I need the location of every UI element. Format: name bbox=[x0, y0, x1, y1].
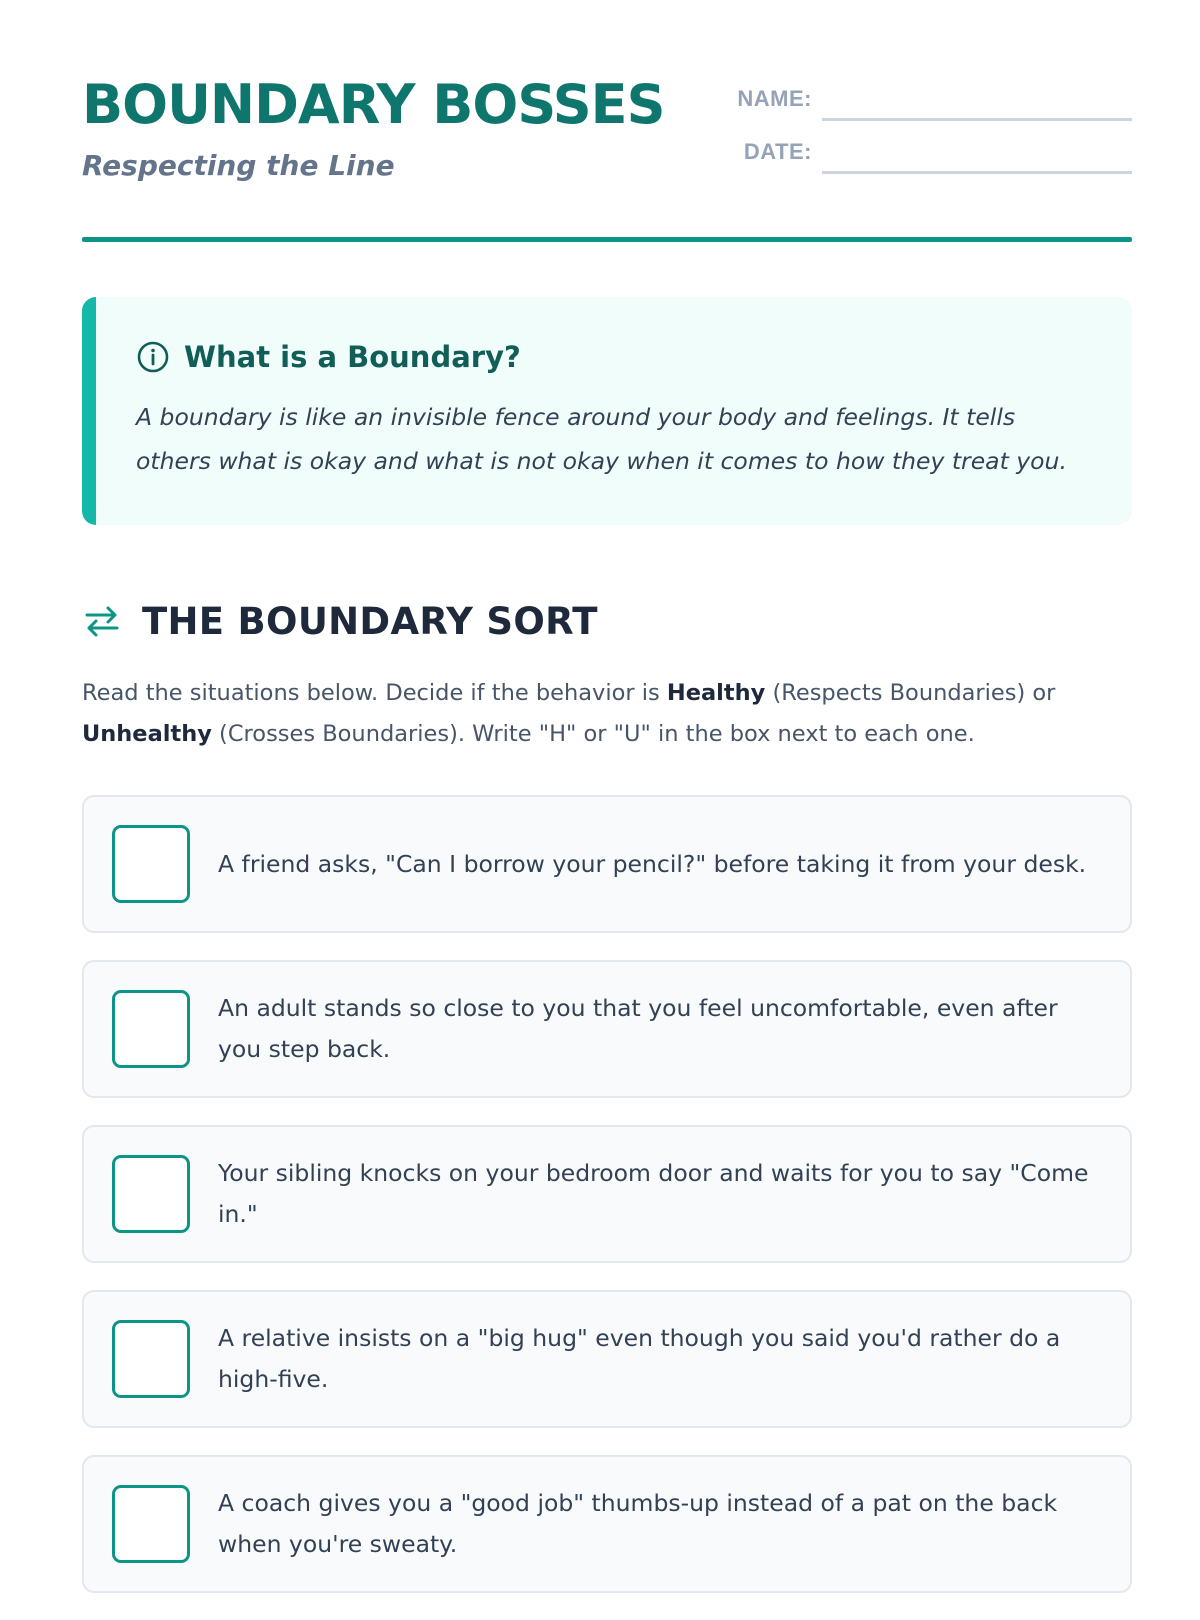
instructions-text bbox=[82, 673, 1142, 755]
date-label: DATE: bbox=[743, 139, 812, 164]
sort-item bbox=[82, 1455, 1132, 1593]
header-divider bbox=[82, 237, 1132, 242]
name-line[interactable] bbox=[822, 118, 1132, 121]
page-subtitle: Respecting the Line bbox=[82, 149, 395, 182]
section-heading bbox=[82, 595, 598, 647]
info-circle-icon bbox=[136, 340, 170, 374]
answer-box[interactable] bbox=[112, 825, 190, 903]
scenario-text: A friend asks, "Can I borrow your pencil?" before taking it from your desk. bbox=[218, 849, 1087, 878]
section-title: THE BOUNDARY SORT bbox=[142, 599, 598, 643]
date-line[interactable] bbox=[822, 171, 1132, 174]
unhealthy-term: Unhealthy bbox=[82, 721, 212, 747]
scenario-text: A coach gives you a "good job" thumbs-up instead of a pat on the back when you're sweaty. bbox=[218, 1489, 1058, 1558]
callout-text: A boundary is like an invisible fence around your body and feelings. It tells others what is okay and what is not okay when it comes to how they treat you. bbox=[136, 403, 1067, 475]
sort-item bbox=[82, 795, 1132, 933]
worksheet-header bbox=[82, 0, 1132, 245]
sort-item bbox=[82, 1125, 1132, 1263]
sort-item-list bbox=[82, 795, 1132, 1620]
callout-heading bbox=[136, 335, 1092, 379]
callout-title: What is a Boundary? bbox=[184, 340, 521, 374]
scenario-text: An adult stands so close to you that you feel uncomfortable, even after you step back. bbox=[218, 994, 1058, 1063]
definition-callout bbox=[82, 297, 1132, 525]
instructions-part-3: (Crosses Boundaries). Write "H" or "U" in the box next to each one. bbox=[211, 721, 975, 747]
instructions-part-2: (Respects Boundaries) or bbox=[765, 680, 1056, 706]
name-label: NAME: bbox=[737, 86, 812, 111]
page-title: BOUNDARY BOSSES bbox=[82, 73, 665, 136]
sort-item bbox=[82, 1290, 1132, 1428]
sort-item bbox=[82, 960, 1132, 1098]
answer-box[interactable] bbox=[112, 1320, 190, 1398]
scenario-text: A relative insists on a "big hug" even though you said you'd rather do a high-five. bbox=[218, 1324, 1061, 1393]
healthy-term: Healthy bbox=[666, 680, 766, 706]
date-field[interactable] bbox=[722, 137, 1132, 167]
scenario-text: Your sibling knocks on your bedroom door and waits for you to say "Come in." bbox=[218, 1159, 1089, 1228]
instructions-part-1: Read the situations below. Decide if the behavior is bbox=[82, 680, 667, 706]
name-field[interactable] bbox=[722, 84, 1132, 114]
swap-arrows-icon bbox=[82, 601, 122, 641]
answer-box[interactable] bbox=[112, 1155, 190, 1233]
answer-box[interactable] bbox=[112, 990, 190, 1068]
worksheet-page bbox=[82, 0, 1132, 1558]
answer-box[interactable] bbox=[112, 1485, 190, 1563]
